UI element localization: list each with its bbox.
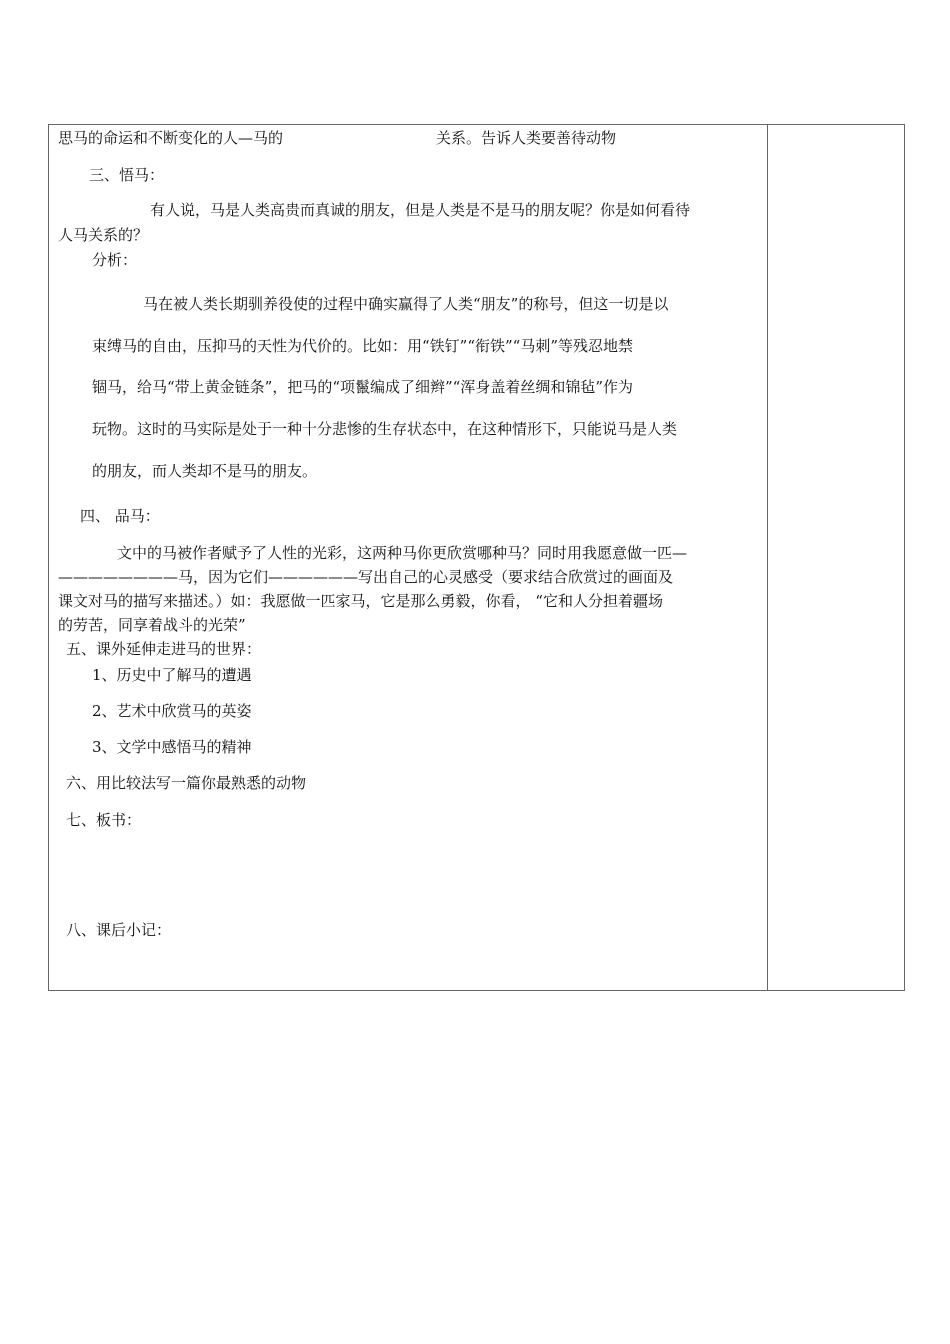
list-item: 1、历史中了解马的遭遇 [92, 666, 252, 684]
question-line: 有人说，马是人类高贵而真诚的朋友，但是人类是不是马的朋友呢？你是如何看待 [150, 201, 691, 219]
text-line: 思马的命运和不断变化的人—马的 [58, 129, 284, 147]
analysis-line: 的朋友，而人类却不是马的朋友。 [92, 462, 318, 480]
paragraph-line: 课文对马的描写来描述。）如：我愿做一匹家马，它是那么勇毅，你看， “它和人分担着疆场 [58, 592, 663, 610]
analysis-label: 分析： [92, 251, 138, 269]
paragraph-line: ————————马，因为它们——————写出自己的心灵感受（要求结合欣赏过的画面及 [58, 568, 674, 586]
text-line: 关系。告诉人类要善待动物 [436, 129, 617, 147]
question-line: 人马关系的？ [58, 226, 149, 244]
paragraph-line: 的劳苦，同享着战斗的光荣” [58, 616, 246, 634]
section-heading-6: 六、用比较法写一篇你最熟悉的动物 [66, 774, 307, 792]
section-heading-4: 四、 品马： [80, 507, 160, 525]
section-heading-3: 三、悟马： [89, 166, 165, 184]
list-item: 2、艺术中欣赏马的英姿 [92, 702, 252, 720]
analysis-line: 玩物。这时的马实际是处于一种十分悲惨的生存状态中，在这种情形下，只能说马是人类 [92, 420, 678, 438]
analysis-line: 锢马，给马“带上黄金链条”，把马的“项鬣编成了细辫”“浑身盖着丝绸和锦毡”作为 [92, 378, 634, 396]
table-column-divider [767, 124, 768, 991]
section-heading-8: 八、课后小记： [66, 921, 172, 939]
list-item: 3、文学中感悟马的精神 [92, 738, 252, 756]
section-heading-7: 七、板书： [66, 811, 142, 829]
analysis-line: 马在被人类长期驯养役使的过程中确实赢得了人类“朋友”的称号，但这一切是以 [143, 295, 669, 313]
paragraph-line: 文中的马被作者赋予了人性的光彩，这两种马你更欣赏哪种马？同时用我愿意做一匹— [117, 544, 688, 562]
section-heading-5: 五、课外延伸走进马的世界： [66, 640, 262, 658]
analysis-line: 束缚马的自由，压抑马的天性为代价的。比如：用“铁钉”“衔铁”“马刺”等残忍地禁 [92, 337, 634, 355]
